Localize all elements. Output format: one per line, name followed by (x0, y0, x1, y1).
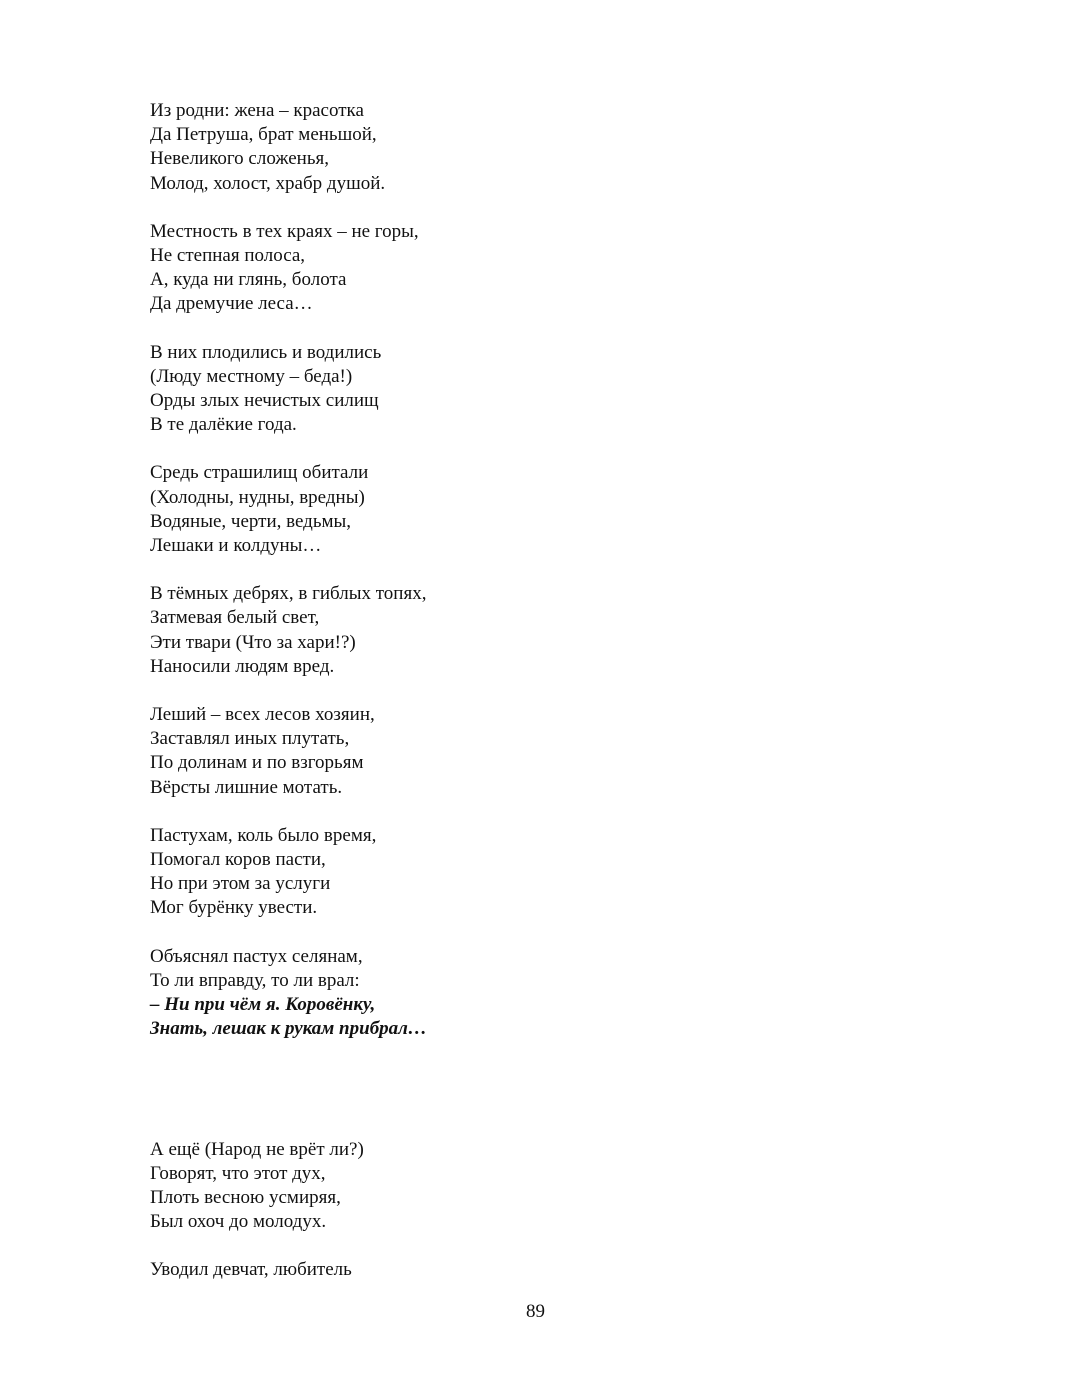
poem-line: Помогал коров пасти, (150, 849, 326, 871)
stanza (150, 461, 750, 558)
poem-line-emphasis: Знать, лешак к рукам прибрал… (150, 1018, 427, 1040)
poem-line: Средь страшилищ обитали (150, 462, 369, 484)
page-number: 89 (526, 1301, 545, 1322)
stanza (150, 703, 750, 800)
poem-line: Уводил девчат, любитель (150, 1259, 352, 1281)
poem-line: А ещё (Народ не врёт ли?) (150, 1138, 364, 1160)
poem-line: Орды злых нечистых силищ (150, 390, 379, 412)
poem-line: Пастухам, коль было время, (150, 824, 377, 846)
poem-line: Плоть весною усмиряя, (150, 1186, 341, 1208)
poem-section-top (150, 99, 750, 1042)
poem-line: Мог бурёнку увести. (150, 897, 318, 919)
stanza (150, 945, 750, 1042)
stanza (150, 1138, 750, 1235)
poem-line: Молод, холост, храбр душой. (150, 172, 386, 194)
poem-line: По долинам и по взгорьям (150, 752, 364, 774)
poem-line: Вёрсты лишние мотать. (150, 776, 343, 798)
poem-line: Заставлял иных плутать, (150, 728, 350, 750)
poem-line: Говорят, что этот дух, (150, 1162, 326, 1184)
poem-line: Не степная полоса, (150, 245, 306, 267)
section-gap (150, 1066, 750, 1138)
poem-line: А, куда ни глянь, болота (150, 269, 347, 291)
poem-line: (Холодны, нудны, вредны) (150, 486, 365, 508)
poem-line: Затмевая белый свет, (150, 607, 320, 629)
poem-line: Леший – всех лесов хозяин, (150, 704, 375, 726)
poem-line: Невеликого сложенья, (150, 148, 330, 170)
poem-line: (Люду местному – беда!) (150, 365, 353, 387)
poem-line: Местность в тех краях – не горы, (150, 220, 419, 242)
poem-line: Лешаки и колдуны… (150, 535, 322, 557)
poem-section-bottom (150, 1138, 750, 1283)
poem-line: Но при этом за услуги (150, 873, 331, 895)
poem-line: Да Петруша, брат меньшой, (150, 124, 377, 146)
poem-line: В них плодились и водились (150, 341, 382, 363)
poem-line: Да дремучие леса… (150, 293, 313, 315)
poem-line: Был охоч до молодух. (150, 1211, 327, 1233)
poem-line: То ли вправду, то ли врал: (150, 969, 360, 991)
poem-line: Водяные, черти, ведьмы, (150, 510, 352, 532)
poem-line: В те далёкие года. (150, 414, 297, 436)
poem-line: В тёмных дебрях, в гиблых топях, (150, 583, 427, 605)
stanza (150, 341, 750, 438)
poem-line: Эти твари (Что за хари!?) (150, 631, 356, 653)
poem-body (150, 99, 750, 1307)
stanza (150, 220, 750, 317)
poem-line-emphasis: – Ни при чём я. Коровёнку, (150, 994, 376, 1016)
poem-line: Наносили людям вред. (150, 655, 335, 677)
poem-line: Объяснял пастух селянам, (150, 945, 363, 967)
stanza (150, 1258, 750, 1282)
poem-line: Из родни: жена – красотка (150, 100, 364, 121)
stanza (150, 582, 750, 679)
stanza (150, 99, 750, 196)
stanza (150, 824, 750, 921)
